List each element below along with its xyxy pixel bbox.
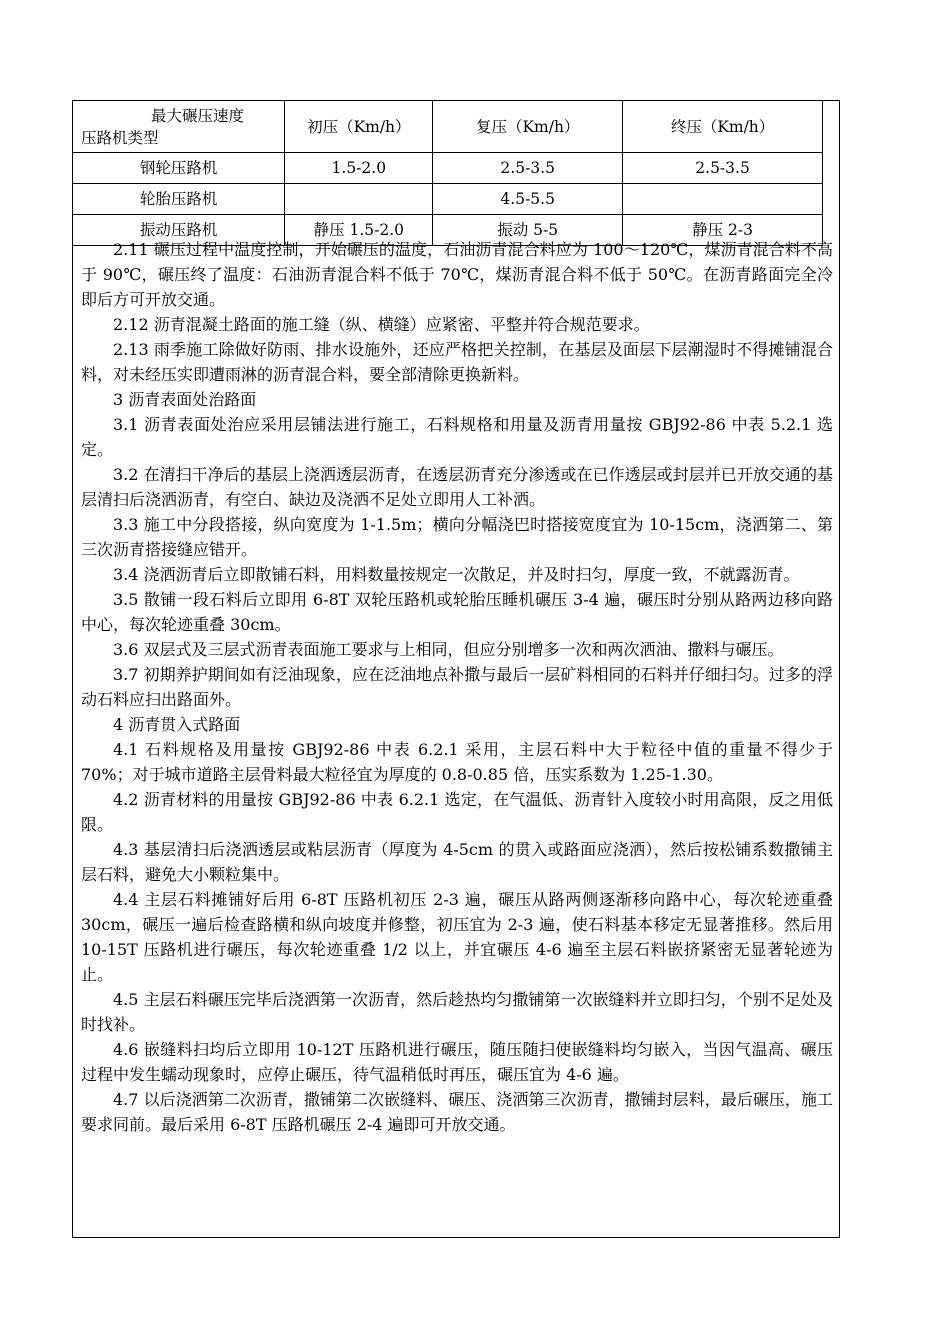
paragraph: 4.5 主层石料碾压完毕后浇洒第一次沥青，然后趁热均匀撒铺第一次嵌缝料并立即扫匀，个别不足处及时找补。 (81, 990, 833, 1034)
paragraph: 3.5 散铺一段石料后立即用 6-8T 双轮压路机或轮胎压睡机碾压 3-4 遍，碾压时分别从路两边移向路中心，每次轮迹重叠 30cm。 (81, 590, 833, 634)
roller-type-cell: 轮胎压路机 (73, 184, 285, 215)
paragraph: 4.1 石料规格及用量按 GBJ92-86 中表 6.2.1 采用，主层石料中大于粒径中值的重量不得少于 70%；对于城市道路主层骨料最大粒径宜为厚度的 0.8-0.85 倍，压实系数为 1.25-1.30。 (81, 740, 833, 784)
table-cell: 2.5-3.5 (623, 153, 823, 184)
rolling-speed-table (73, 101, 823, 246)
table-corner-cell (73, 101, 285, 153)
column-header-initial: 初压（Km/h） (285, 101, 433, 153)
section-heading: 4 沥青贯入式路面 (113, 715, 241, 734)
table-cell: 静压 2-3 (623, 215, 823, 246)
table-cell: 2.5-3.5 (433, 153, 623, 184)
paragraph: 3.4 浇洒沥青后立即散铺石料，用料数量按规定一次散足，并及时扫匀，厚度一致，不就露沥青。 (113, 565, 800, 584)
table-cell (623, 184, 823, 215)
paragraph: 3.1 沥青表面处治应采用层铺法进行施工，石料规格和用量及沥青用量按 GBJ92-86 中表 5.2.1 选定。 (81, 415, 833, 459)
corner-top-label: 最大碾压速度 (151, 106, 245, 125)
paragraph: 2.12 沥青混凝土路面的施工缝（纵、横缝）应紧密、平整并符合规范要求。 (113, 315, 650, 334)
paragraph: 4.6 嵌缝料扫均后立即用 10-12T 压路机进行碾压，随压随扫使嵌缝料均匀嵌入，当因气温高、碾压过程中发生蠕动现象时，应停止碾压，待气温稍低时再压，碾压宜为 4-6 遍。 (81, 1040, 833, 1084)
corner-bottom-label: 压路机类型 (81, 128, 159, 147)
paragraph: 4.2 沥青材料的用量按 GBJ92-86 中表 6.2.1 选定，在气温低、沥青针入度较小时用高限，反之用低限。 (81, 790, 833, 834)
table-row (73, 184, 823, 215)
paragraph: 3.7 初期养护期间如有泛油现象，应在泛油地点补撒与最后一层矿料相同的石料并仔细扫匀。过多的浮动石料应扫出路面外。 (81, 665, 833, 709)
paragraph: 3.2 在清扫干净后的基层上浇洒透层沥青，在透层沥青充分渗透或在已作透层或封层并已开放交通的基层清扫后浇洒沥青，有空白、缺边及浇洒不足处立即用人工补洒。 (81, 465, 833, 509)
table-cell: 静压 1.5-2.0 (285, 215, 433, 246)
table-header-row (73, 101, 823, 153)
table-row (73, 153, 823, 184)
paragraph: 2.13 雨季施工除做好防雨、排水设施外，还应严格把关控制，在基层及面层下层潮湿时不得摊铺混合料，对未经压实即遭雨淋的沥青混合料，要全部清除更换新料。 (81, 340, 833, 384)
paragraph: 4.7 以后浇洒第二次沥青，撒铺第二次嵌缝料、碾压、浇洒第三次沥青，撒铺封层料，最后碾压，施工要求同前。最后采用 6-8T 压路机碾压 2-4 遍即可开放交通。 (81, 1090, 833, 1134)
body-text (81, 237, 833, 1137)
section-heading: 3 沥青表面处治路面 (113, 390, 257, 409)
table-cell: 1.5-2.0 (285, 153, 433, 184)
paragraph: 3.6 双层式及三层式沥青表面施工要求与上相同，但应分别增多一次和两次洒油、撒料与碾压。 (113, 640, 784, 659)
paragraph: 4.3 基层清扫后浇洒透层或粘层沥青（厚度为 4-5cm 的贯入或路面应浇洒），然后按松铺系数撒铺主层石料，避免大小颗粒集中。 (81, 840, 833, 884)
table-cell: 振动 5-5 (433, 215, 623, 246)
paragraph: 3.3 施工中分段搭接，纵向宽度为 1-1.5m；横向分幅浇巴时搭接宽度宜为 10-15cm，浇洒第二、第三次沥青搭接缝应错开。 (81, 515, 833, 559)
roller-type-cell: 钢轮压路机 (73, 153, 285, 184)
table-cell: 4.5-5.5 (433, 184, 623, 215)
paragraph: 4.4 主层石料摊铺好后用 6-8T 压路机初压 2-3 遍，碾压从路两侧逐渐移向路中心，每次轮迹重叠 30cm，碾压一遍后检查路横和纵向坡度并修整，初压宜为 2-3 遍，使石料基本移定无显著推移。然后用 10-15T 压路机进行碾压，每次轮迹重叠 1/2 以上，并宜碾压 4-6 遍至主层石料嵌挤紧密无显著轮迹为止。 (81, 890, 833, 984)
table-cell (285, 184, 433, 215)
document-frame (72, 100, 840, 1238)
paragraph: 2.11 碾压过程中温度控制，开始碾压的温度，石油沥青混合料应为 100～120℃，煤沥青混合料不高于 90℃，碾压终了温度：石油沥青混合料不低于 70℃，煤沥青混合料不低于 50℃。在沥青路面完全冷即后方可开放交通。 (81, 240, 833, 309)
column-header-final: 终压（Km/h） (623, 101, 823, 153)
column-header-second: 复压（Km/h） (433, 101, 623, 153)
roller-type-cell: 振动压路机 (73, 215, 285, 246)
